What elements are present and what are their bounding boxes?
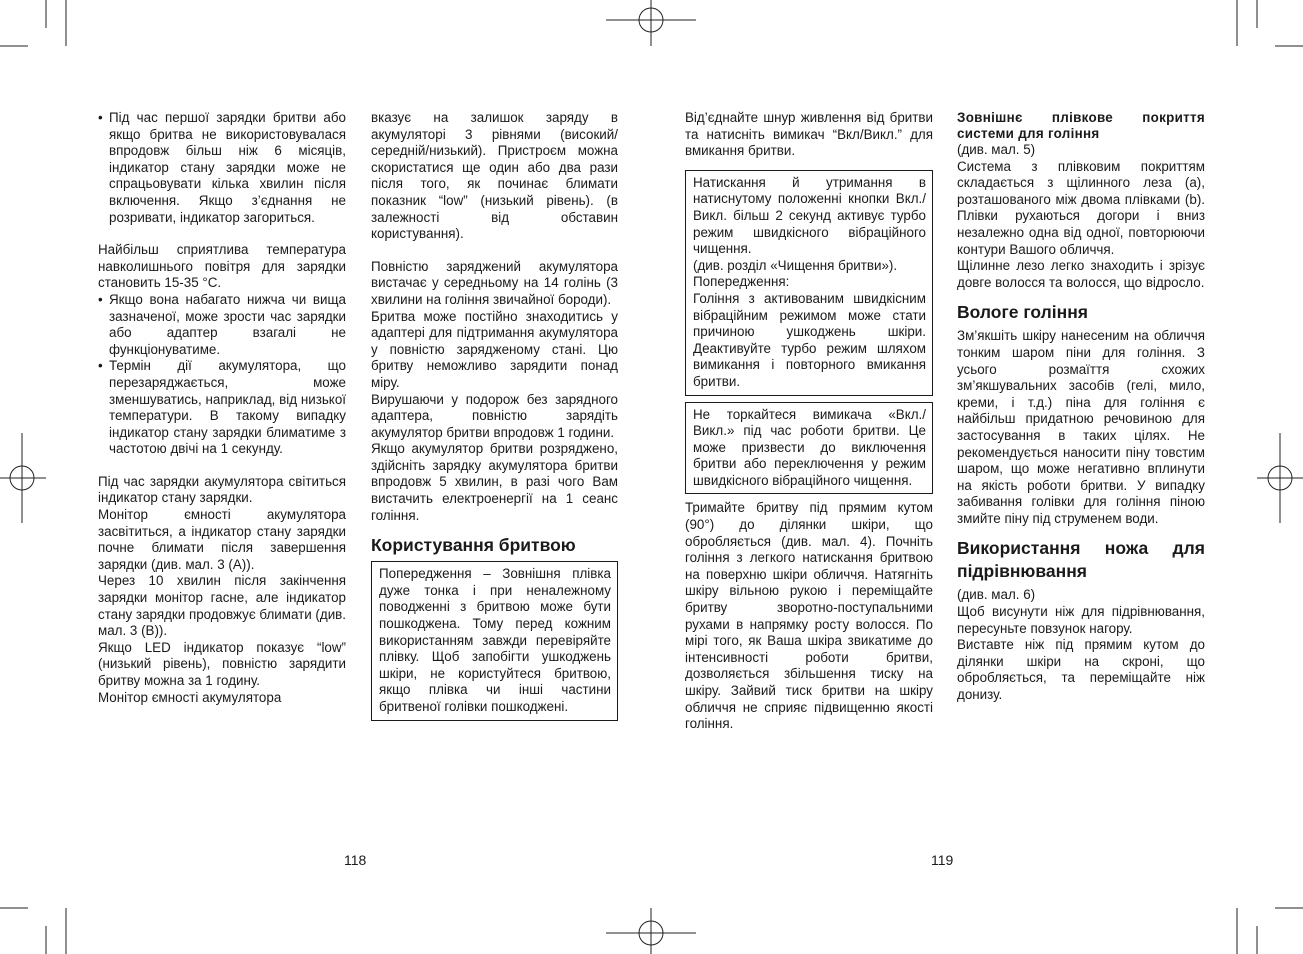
quick-charge-paragraph: Якщо акумулятор бритви розряджено, здійсніть зарядку акумулятора бритви впродовж 5 хвилин, в разі чого Вам вистачить електроенергії на 1 сеанс гоління.	[371, 441, 618, 523]
turbo-mode-box	[685, 170, 933, 396]
list-item	[98, 110, 346, 226]
switch-warning-text: Не торкайтеся вимикача «Вкл./ Викл.» під час роботи бритви. Це може призвести до виключення бритви або переключення у режим швидкісного вібраційного чищення.	[693, 406, 926, 488]
low-temperature-note: Якщо вона набагато нижча чи вища зазначеної, може зрости час зарядки або адаптер взагалі не функціонуватиме.	[109, 291, 346, 357]
battery-life-note: Термін дії акумулятора, що перезаряджається, може зменшуватись, наприклад, від низької температури. В такому випадку індикатор стану зарядки блиматиме з частотою двічі на 1 секунду.	[109, 358, 346, 457]
shaving-technique-paragraph: Тримайте бритву під прямим кутом (90°) до ділянки шкіри, що обробляється (див. мал. 4). Почніть гоління з легкого натискання бритвою на поверхню шкіри обличчя. Натягніть шкіру вільною рукою і переміщайте бритву зворотно-поступальними рухами в напрямку росту волосся. По мірі того, як Ваша шкіра звикатиме до інтенсивності роботи бритви, дозволяється збільшення тиску на шкіру. Зайвий тиск бритви на шкіру обличчя не сприяє підвищенню якості гоління.	[685, 500, 933, 732]
foil-figure-reference: (див. мал. 5)	[957, 142, 1036, 157]
temperature-paragraph: Найбільш сприятлива температура навколишнього повітря для зарядки становить 15-35 °C.	[98, 242, 346, 291]
warning-label: Попередження:	[693, 274, 790, 290]
switch-warning-box	[685, 402, 933, 495]
adapter-paragraph: Бритва може постійно знаходитись у адаптері для підтримання акумулятора у повністю зарядженому стані. Цю бритву неможливо зарядити понад міру.	[371, 308, 618, 390]
list-item	[98, 292, 346, 358]
after-charge-paragraph: Через 10 хвилин після закінчення зарядки монітор гасне, але індикатор стану зарядки продовжує блимати (див. мал. 3 (B)).	[98, 573, 346, 639]
trimmer-extend-paragraph: Щоб висунути ніж для підрівнювання, пересуньте повзунок нагору.	[957, 604, 1205, 636]
bullet-icon: •	[98, 358, 103, 374]
first-charge-note: Під час першої зарядки бритви або якщо бритва не використовувалася впродовж більш ніж 6 місяців, індикатор стану зарядки може не спрацьовувати кілька хвилин після включення. Якщо з’єднання не розривати, індикатор загориться.	[109, 110, 346, 225]
full-charge-paragraph: Повністю заряджений акумулятора вистачає у середньому на 14 голінь (3 хвилини на гоління звичайної бороди).	[371, 258, 618, 307]
travel-paragraph: Вирушаючи у подорож без зарядного адаптера, повністю зарядіть акумулятор бритви впродовж 1 години.	[371, 391, 618, 440]
left-page-column-1	[98, 110, 346, 706]
low-led-paragraph: Якщо LED індикатор показує “low” (низький рівень), повністю зарядити бритву можна за 1 годину.	[98, 639, 346, 688]
foil-system-paragraph: Система з плівковим покриттям складається з щілинного леза (а), розташованого між двома плівками (b). Плівки рухаються догори і вниз незалежно одна від одної, повторюючи контури Вашого обличчя.	[957, 158, 1205, 257]
bullet-icon: •	[98, 110, 103, 125]
right-page-column-1	[685, 110, 933, 733]
trimmer-figure-reference: (див. мал. 6)	[957, 587, 1036, 603]
wet-shaving-paragraph: Зм’якшіть шкіру нанесеним на обличчя тонким шаром піни для гоління. З усього розмаїття схожих зм’якшувальних засобів (гелі, мило, креми, і т.д.) піна для гоління є найбільш придатною речовиною для застосування в таких цілях. Не рекомендується наносити піну товстим шаром, що може негативно вплинути на якість роботи бритви. У випадку забивання голівки для гоління піною змийте піну під струменем води.	[957, 328, 1205, 526]
turbo-warning-text: Гоління з активованим швидкісним вібраційним режимом може стати причиною ушкоджень шкіри. Деактивуйте турбо режим шляхом вимикання і повторного вмикання бритви.	[693, 290, 926, 389]
page-number-left: 118	[344, 852, 367, 868]
left-page-column-2	[371, 110, 618, 727]
cleaning-reference: (див. розділ «Чищення бритви»).	[693, 257, 898, 273]
foil-system-heading: Зовнішнє плівкове покриття системи для гоління	[957, 110, 1205, 141]
turbo-mode-text: Натискання й утримання в натиснутому положенні кнопки Вкл./Викл. більш 2 секунд активує турбо режим швидкісного вібраційного чищення.	[693, 174, 926, 257]
right-page-column-2	[957, 110, 1205, 704]
warning-box	[371, 561, 618, 720]
section-heading-using-shaver: Користування бритвою	[371, 535, 576, 556]
capacity-monitor-continued: Монітор ємності акумулятора	[98, 689, 282, 705]
list-item	[98, 358, 346, 458]
capacity-monitor-paragraph: Монітор ємності акумулятора засвітиться, а індикатор стану зарядки почне блимати після завершення зарядки (див. мал. 3 (A)).	[98, 507, 346, 572]
foil-warning-text: Попередження – Зовнішня плівка дуже тонка і при неналежному поводженні з бритвою може бути пошкоджена. Тому перед кожним використанням завжди перевіряйте плівку. Щоб запобігти ушкоджень шкіри, не користуйтеся бритвою, якщо плівка чи інші частини бритвеної голівки пошкоджені.	[379, 566, 611, 714]
trimmer-use-paragraph: Виставте ніж під прямим кутом до ділянки шкіри на скроні, що обробляється, та переміщайте ніж донизу.	[957, 637, 1205, 703]
slit-blade-paragraph: Щілинне лезо легко знаходить і зрізує довге волосся та волосся, що відросло.	[957, 258, 1205, 290]
section-heading-wet-shaving: Вологе гоління	[957, 302, 1088, 323]
charge-levels-paragraph: вказує на залишок заряду в акумуляторі 3 рівнями (високий/ середній/низький). Пристроєм можна скористатися ще один або два рази після того, як починає блимати показник “low” (низький рівень). (в залежності від обставин користування).	[371, 110, 618, 242]
page-number-right: 119	[931, 852, 954, 868]
power-on-paragraph: Від’єднайте шнур живлення від бритви та натисніть вимикач “Вкл/Викл.” для вмикання бритви.	[685, 110, 933, 159]
section-heading-trimmer: Використання ножа для підрівнювання	[957, 538, 1205, 582]
charging-paragraph: Під час зарядки акумулятора світиться індикатор стану зарядки.	[98, 473, 346, 506]
bullet-icon: •	[98, 291, 103, 307]
